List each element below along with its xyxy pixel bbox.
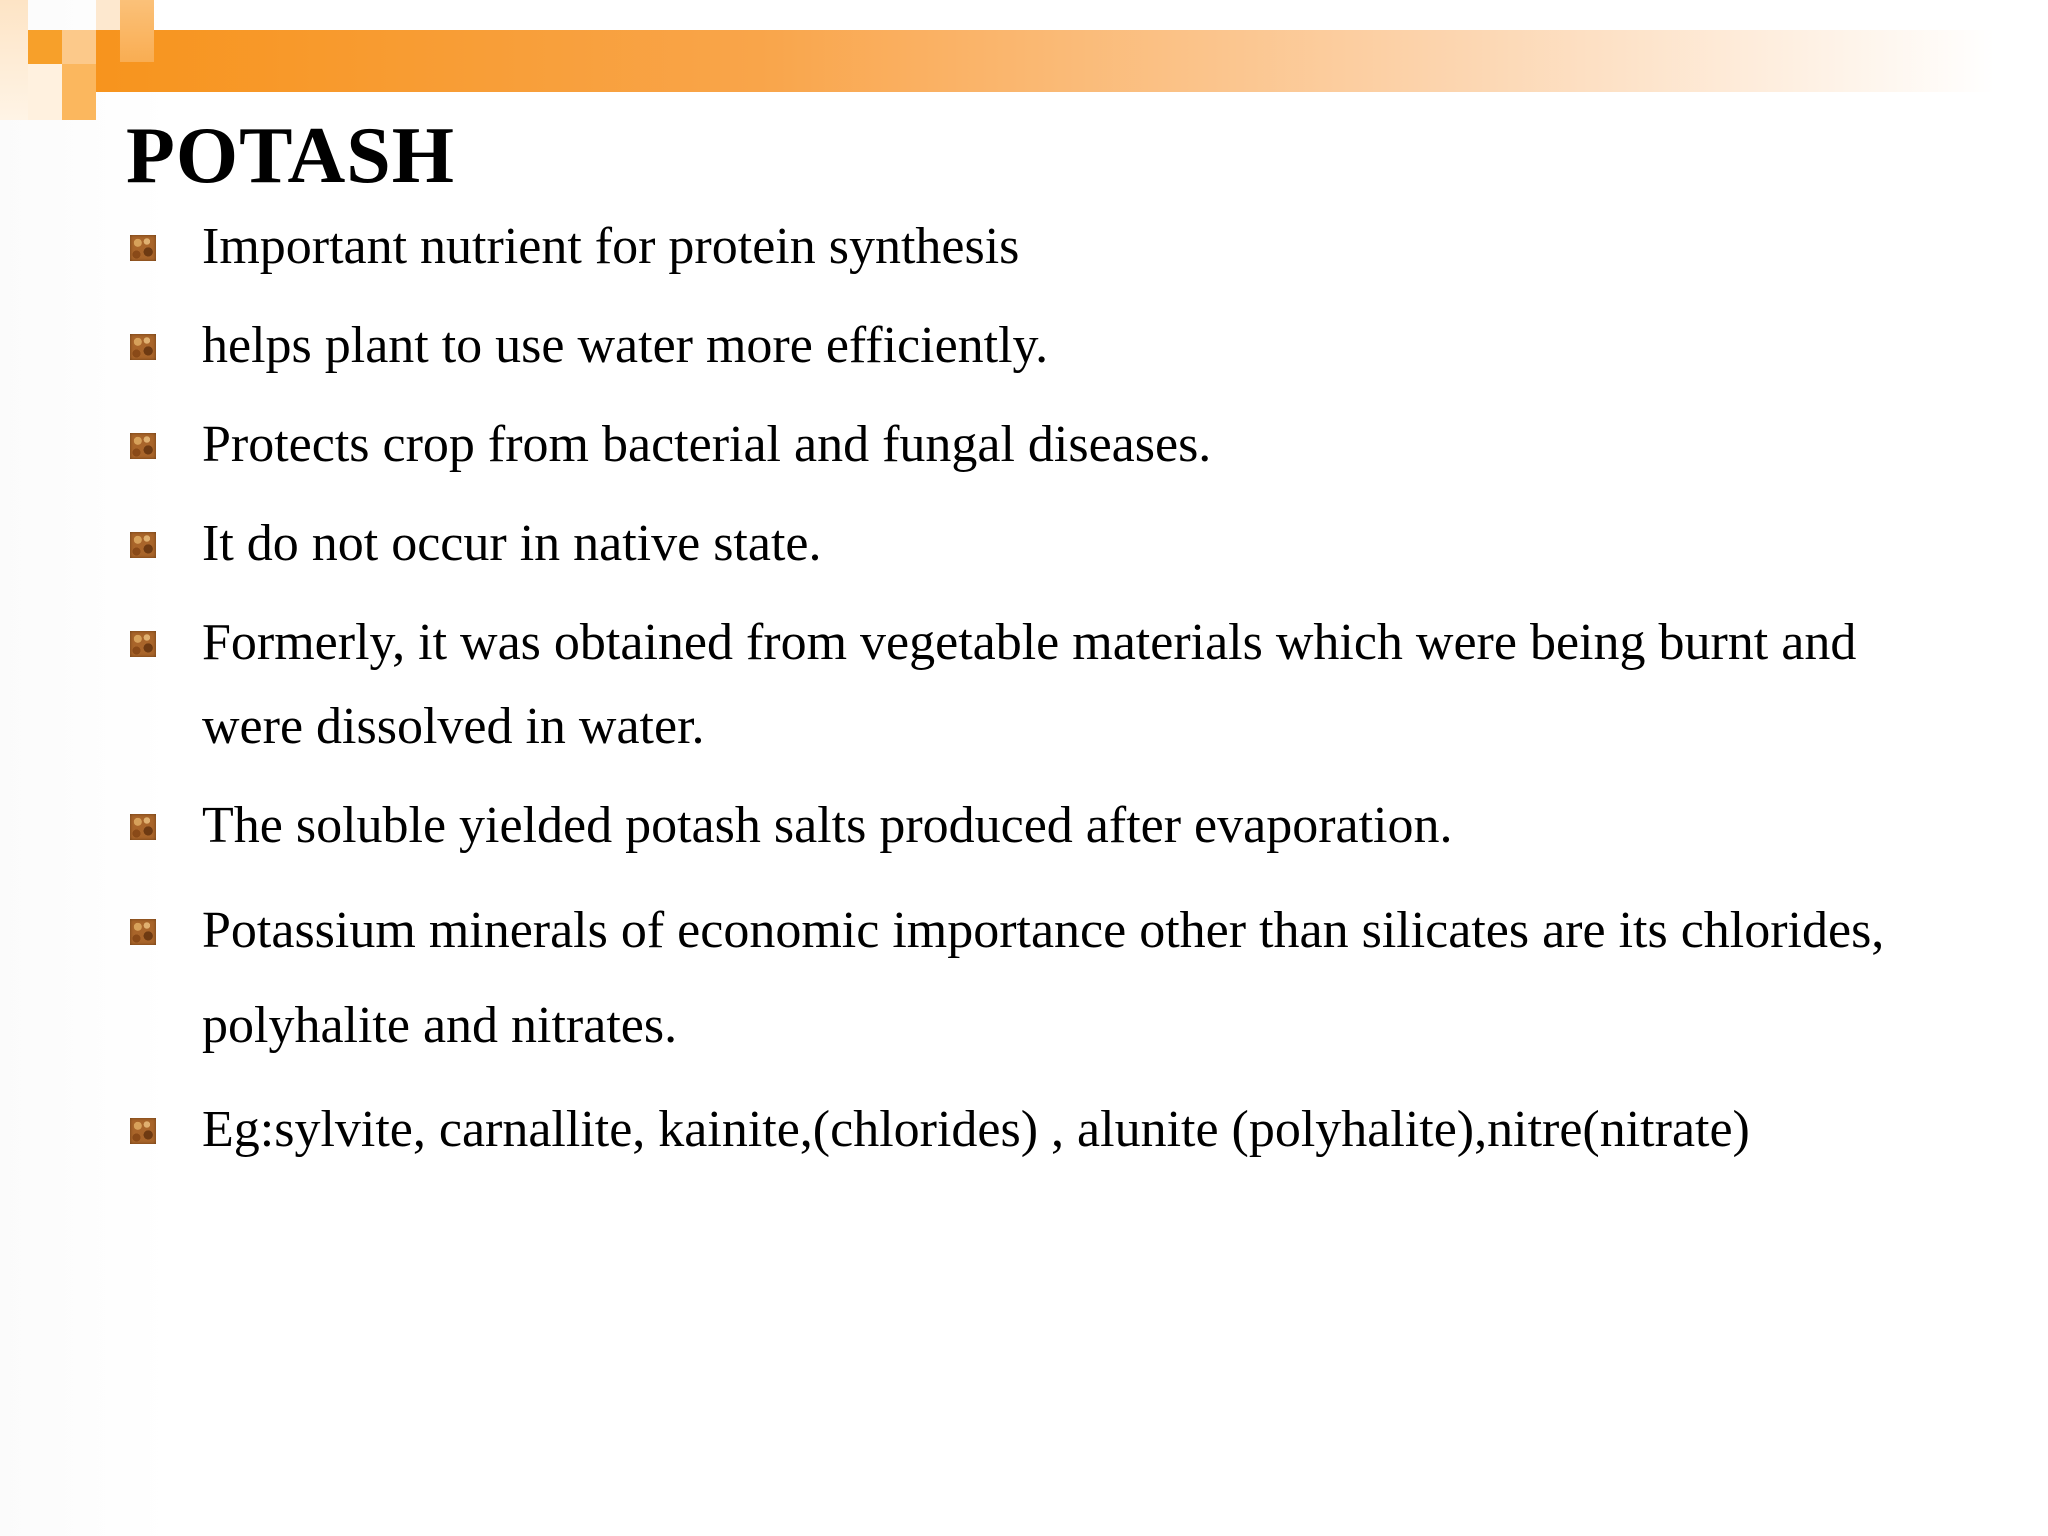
bullet-item: [130, 403, 1930, 487]
corner-decoration-square: [62, 64, 96, 120]
bullet-text: The soluble yielded potash salts produced after evaporation.: [202, 797, 1453, 854]
bullet-text: Protects crop from bacterial and fungal diseases.: [202, 416, 1212, 473]
textured-square-bullet-icon: [130, 235, 156, 261]
bullet-text: It do not occur in native state.: [202, 515, 822, 572]
bullet-item: [130, 784, 1930, 868]
textured-square-bullet-icon: [130, 814, 156, 840]
textured-square-bullet-icon: [130, 631, 156, 657]
bullet-item: [130, 205, 1930, 289]
textured-square-bullet-icon: [130, 1118, 156, 1144]
bullet-text: Eg:sylvite, carnallite, kainite,(chlorides) , alunite (polyhalite),nitre(nitrate): [202, 1101, 1750, 1158]
textured-square-bullet-icon: [130, 334, 156, 360]
corner-decoration-square: [62, 30, 96, 64]
bullet-text: Important nutrient for protein synthesis: [202, 218, 1020, 275]
bullet-list: [130, 205, 1930, 1187]
textured-square-bullet-icon: [130, 919, 156, 945]
bullet-item: [130, 502, 1930, 586]
textured-square-bullet-icon: [130, 433, 156, 459]
bullet-item: [130, 304, 1930, 388]
corner-decoration-square: [0, 0, 28, 120]
header-decoration-bar: [95, 30, 1995, 92]
bullet-text: Potassium minerals of economic importance other than silicates are its chlorides, polyhalite and nitrates.: [202, 902, 1885, 1054]
corner-decoration-square: [28, 30, 62, 64]
textured-square-bullet-icon: [130, 532, 156, 558]
bullet-text: helps plant to use water more efficiently.: [202, 317, 1049, 374]
slide-title: POTASH: [126, 112, 456, 200]
bullet-item: [130, 601, 1930, 769]
corner-decoration-square: [28, 64, 62, 120]
bullet-item: [130, 1088, 1930, 1172]
corner-decoration-square: [120, 0, 154, 62]
bullet-item: [130, 883, 1930, 1073]
bullet-text: Formerly, it was obtained from vegetable materials which were being burnt and were dissolved in water.: [202, 614, 1857, 755]
